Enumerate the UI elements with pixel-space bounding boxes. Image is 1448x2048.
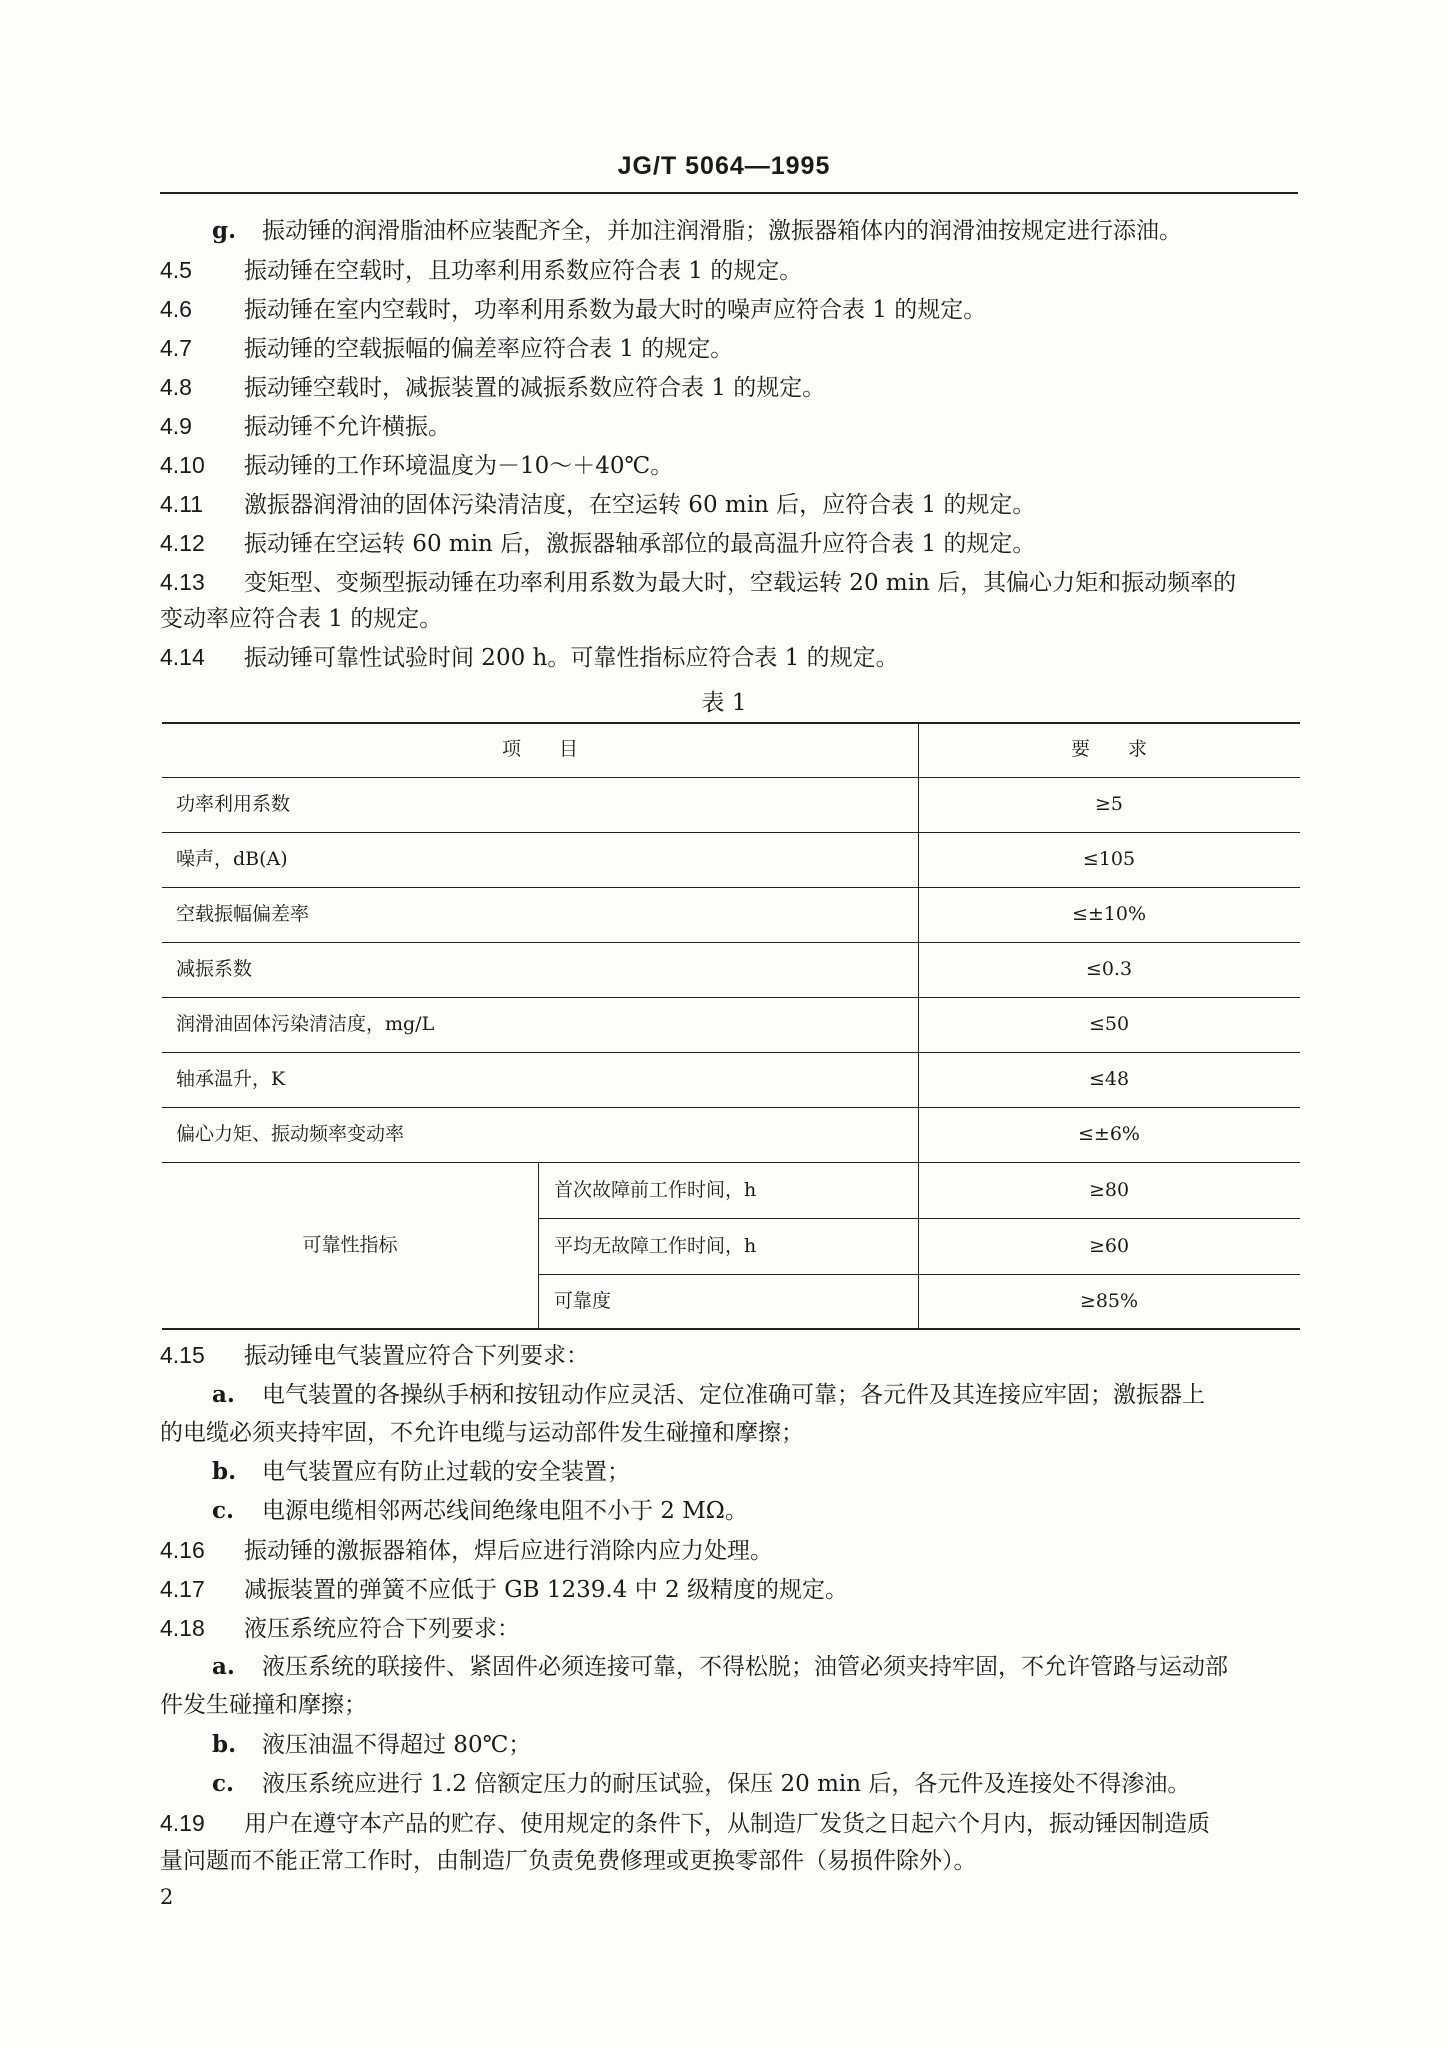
table-caption: 表 1: [701, 690, 747, 716]
reliability-label: 可靠性指标: [302, 1234, 398, 1256]
clause-4-9: [160, 411, 451, 442]
table-cell-requirement: ≤105: [1082, 848, 1136, 870]
clause-number: 4.19: [160, 1810, 205, 1836]
document-code: JG/T 5064—1995: [617, 152, 831, 180]
clause-4-17: [160, 1574, 848, 1605]
table-cell-requirement: ≥60: [1088, 1235, 1130, 1257]
clause-text: 振动锤在空载时，且功率利用系数应符合表 1 的规定。: [244, 258, 803, 284]
clause-number: 4.7: [160, 335, 192, 361]
clause-text: 用户在遵守本产品的贮存、使用规定的条件下，从制造厂发货之日起六个月内，振动锤因制造质: [244, 1811, 1210, 1837]
table-cell-item: 润滑油固体污染清洁度，mg/L: [176, 1013, 435, 1035]
header-rule: [160, 192, 1298, 194]
table-cell-item: 功率利用系数: [176, 793, 291, 815]
clause-text: 电气装置的各操纵手柄和按钮动作应灵活、定位准确可靠；各元件及其连接应牢固；激振器上: [262, 1382, 1205, 1408]
table-rule: [162, 1162, 1300, 1163]
clause-number: 4.16: [160, 1537, 205, 1563]
clause-number: a.: [212, 1381, 235, 1408]
table-cell-item: 可靠度: [554, 1290, 612, 1312]
clause-4-19: [160, 1808, 1210, 1839]
table-cell-requirement: ≥80: [1088, 1179, 1130, 1201]
clause-text: 振动锤不允许横振。: [244, 414, 451, 440]
clause-number: 4.15: [160, 1342, 205, 1368]
clause-text: 的电缆必须夹持牢固，不允许电缆与运动部件发生碰撞和摩擦；: [160, 1420, 804, 1446]
clause-4-8: [160, 372, 825, 403]
clause-text: 液压油温不得超过 80℃；: [262, 1732, 532, 1758]
table-cell-item: 空载振幅偏差率: [176, 903, 310, 925]
clause-number: 4.6: [160, 296, 192, 322]
clause-number: c.: [212, 1497, 235, 1524]
clause-number: 4.17: [160, 1576, 205, 1602]
table-cell-requirement: ≥5: [1094, 793, 1123, 815]
clause-number: 4.18: [160, 1615, 205, 1641]
clause-text: 振动锤的润滑脂油杯应装配齐全，并加注润滑脂；激振器箱体内的润滑油按规定进行添油。: [262, 218, 1182, 244]
clause-4-18-a: [212, 1652, 1228, 1682]
clause-text: 振动锤的空载振幅的偏差率应符合表 1 的规定。: [244, 336, 734, 362]
clause-text: 激振器润滑油的固体污染清洁度，在空运转 60 min 后，应符合表 1 的规定。: [244, 492, 1036, 518]
clause-4-10: [160, 450, 673, 481]
table-header-item: 项 目: [501, 738, 578, 760]
clause-4-13-cont: [160, 604, 442, 634]
clause-4-15: [160, 1340, 589, 1371]
clause-4-13: [160, 567, 1236, 598]
table-rule: [162, 777, 1300, 778]
clause-text: 液压系统的联接件、紧固件必须连接可靠，不得松脱；油管必须夹持牢固，不允许管路与运动部: [262, 1654, 1228, 1680]
clause-text: 减振装置的弹簧不应低于 GB 1239.4 中 2 级精度的规定。: [244, 1577, 848, 1603]
clause-text: 振动锤电气装置应符合下列要求：: [244, 1343, 589, 1369]
table-cell-item: 平均无故障工作时间，h: [554, 1235, 757, 1257]
table-column-rule: [538, 1162, 539, 1330]
clause-text: 振动锤的激振器箱体，焊后应进行消除内应力处理。: [244, 1538, 773, 1564]
table-rule: [162, 887, 1300, 888]
requirements-table: [162, 722, 1300, 1330]
clause-4-19-cont: [160, 1846, 977, 1876]
clause-number: 4.9: [160, 413, 192, 439]
table-rule: [538, 1274, 1300, 1275]
clause-text: 振动锤在空运转 60 min 后，激振器轴承部位的最高温升应符合表 1 的规定。: [244, 531, 1036, 557]
clause-number: g.: [212, 217, 237, 244]
clause-text: 振动锤空载时，减振装置的减振系数应符合表 1 的规定。: [244, 375, 826, 401]
table-rule-top: [162, 722, 1300, 724]
table-cell-requirement: ≤±10%: [1071, 903, 1147, 925]
table-rule: [162, 997, 1300, 998]
table-cell-requirement: ≤±6%: [1078, 1123, 1140, 1145]
table-cell-item: 偏心力矩、振动频率变动率: [176, 1123, 405, 1145]
clause-text: 液压系统应符合下列要求：: [244, 1616, 520, 1642]
clause-text: 变矩型、变频型振动锤在功率利用系数为最大时，空载运转 20 min 后，其偏心力矩和振动频率的: [244, 570, 1237, 596]
clause-4-11: [160, 489, 1035, 520]
table-cell-requirement: ≤0.3: [1085, 958, 1133, 980]
clause-number: a.: [212, 1653, 235, 1680]
clause-4-15-c: [212, 1496, 748, 1526]
clause-4-15-a-cont: [160, 1418, 804, 1448]
clause-text: 振动锤的工作环境温度为－10～＋40℃。: [244, 453, 674, 479]
clause-text: 液压系统应进行 1.2 倍额定压力的耐压试验，保压 20 min 后，各元件及连接处不得渗油。: [262, 1771, 1191, 1797]
table-rule: [162, 832, 1300, 833]
table-cell-item: 轴承温升，K: [176, 1068, 286, 1090]
clause-number: 4.10: [160, 452, 205, 478]
table-cell-item: 噪声，dB(A): [176, 848, 288, 870]
table-cell-requirement: ≤48: [1088, 1068, 1130, 1090]
clause-4-15-b: [212, 1457, 630, 1487]
table-rule-bottom: [162, 1328, 1300, 1330]
table-cell-requirement: ≤50: [1088, 1013, 1130, 1035]
clause-number: 4.11: [160, 491, 204, 517]
clause-4-18: [160, 1613, 520, 1644]
table-rule: [162, 942, 1300, 943]
clause-text: 电源电缆相邻两芯线间绝缘电阻不小于 2 MΩ。: [262, 1498, 748, 1524]
table-cell-item: 减振系数: [176, 958, 253, 980]
clause-4-18-a-cont: [160, 1690, 367, 1720]
clause-number: 4.12: [160, 530, 205, 556]
clause-4-18-b: [212, 1730, 531, 1760]
clause-text: 电气装置应有防止过载的安全装置；: [262, 1459, 630, 1485]
clause-number: b.: [212, 1458, 237, 1485]
clause-number: c.: [212, 1770, 235, 1797]
page-number: 2: [160, 1885, 174, 1909]
clause-number: 4.14: [160, 644, 205, 670]
clause-text: 振动锤可靠性试验时间 200 h。可靠性指标应符合表 1 的规定。: [244, 645, 899, 671]
clause-4-5: [160, 255, 802, 286]
clause-number: 4.8: [160, 374, 192, 400]
clause-text: 振动锤在室内空载时，功率利用系数为最大时的噪声应符合表 1 的规定。: [244, 297, 987, 323]
table-cell-item: 首次故障前工作时间，h: [554, 1179, 757, 1201]
table-rule: [162, 1107, 1300, 1108]
clause-4-16: [160, 1535, 773, 1566]
clause-4-7: [160, 333, 733, 364]
clause-g: [212, 216, 1182, 246]
clause-4-12: [160, 528, 1035, 559]
clause-text: 件发生碰撞和摩擦；: [160, 1692, 367, 1718]
table-rule: [538, 1218, 1300, 1219]
clause-text: 量问题而不能正常工作时，由制造厂负责免费修理或更换零部件（易损件除外）。: [160, 1848, 977, 1874]
clause-number: 4.5: [160, 257, 192, 283]
clause-number: 4.13: [160, 569, 205, 595]
clause-4-6: [160, 294, 986, 325]
table-cell-requirement: ≥85%: [1079, 1290, 1139, 1312]
table-header-requirement: 要 求: [1070, 738, 1147, 760]
clause-number: b.: [212, 1731, 237, 1758]
clause-4-14: [160, 642, 899, 673]
clause-text: 变动率应符合表 1 的规定。: [160, 606, 443, 632]
table-rule: [162, 1052, 1300, 1053]
clause-4-18-c: [212, 1769, 1190, 1799]
clause-4-15-a: [212, 1380, 1205, 1410]
